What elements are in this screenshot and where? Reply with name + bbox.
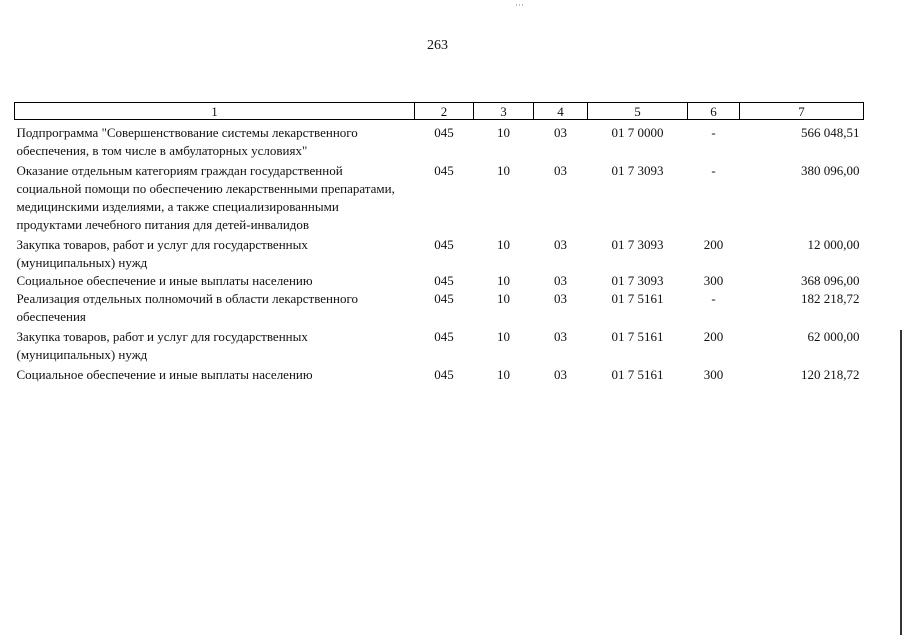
row-target: 01 7 3093 [611, 163, 664, 178]
header-cell: 2 [415, 103, 474, 120]
row-amount: 12 000,00 [807, 237, 860, 252]
header-cell: 7 [740, 103, 864, 120]
table-row [15, 290, 864, 326]
row-expense-type: 200 [703, 237, 724, 252]
budget-table [14, 102, 864, 384]
row-section: 10 [497, 163, 510, 178]
row-subsection: 03 [554, 329, 567, 344]
row-code: 045 [434, 163, 454, 178]
row-target: 01 7 5161 [611, 291, 664, 306]
row-subsection: 03 [554, 367, 567, 382]
table-header-row [15, 103, 864, 120]
table-row [15, 160, 864, 234]
header-cell: 6 [688, 103, 740, 120]
row-section: 10 [497, 273, 510, 288]
row-amount: 120 218,72 [801, 367, 860, 382]
row-section: 10 [497, 367, 510, 382]
row-code: 045 [434, 125, 454, 140]
row-name: Социальное обеспечение и иные выплаты населению [16, 367, 313, 382]
row-amount: 380 096,00 [801, 163, 860, 178]
row-amount: 62 000,00 [807, 329, 860, 344]
row-expense-type: - [711, 125, 716, 140]
row-amount: 566 048,51 [801, 125, 860, 140]
row-name: Закупка товаров, работ и услуг для государственных (муниципальных) нужд [16, 237, 308, 270]
row-subsection: 03 [554, 163, 567, 178]
row-name: Реализация отдельных полномочий в области лекарственного обеспечения [16, 291, 358, 324]
table-row [15, 364, 864, 384]
row-expense-type: - [711, 163, 716, 178]
row-code: 045 [434, 273, 454, 288]
row-section: 10 [497, 237, 510, 252]
table-row [15, 326, 864, 364]
row-section: 10 [497, 329, 510, 344]
row-code: 045 [434, 367, 454, 382]
page-number: 263 [427, 38, 448, 53]
row-subsection: 03 [554, 291, 567, 306]
row-expense-type: 300 [703, 367, 724, 382]
row-name: Оказание отдельным категориям граждан государственной социальной помощи по обеспечению лекарственными препаратами, медицинскими изделиями, а также специализированными продуктами лечебного питания для детей-инвалидов [16, 163, 395, 232]
row-target: 01 7 3093 [611, 273, 664, 288]
row-amount: 182 218,72 [801, 291, 860, 306]
row-target: 01 7 5161 [611, 329, 664, 344]
row-section: 10 [497, 125, 510, 140]
header-cell: 4 [534, 103, 588, 120]
row-amount: 368 096,00 [801, 273, 860, 288]
header-cell: 1 [15, 103, 415, 120]
row-expense-type: - [711, 291, 716, 306]
row-target: 01 7 0000 [611, 125, 664, 140]
row-subsection: 03 [554, 125, 567, 140]
row-subsection: 03 [554, 273, 567, 288]
row-name: Социальное обеспечение и иные выплаты населению [16, 273, 313, 288]
row-code: 045 [434, 237, 454, 252]
row-expense-type: 300 [703, 273, 724, 288]
row-code: 045 [434, 329, 454, 344]
header-cell: 3 [474, 103, 534, 120]
row-name: Подпрограмма "Совершенствование системы лекарственного обеспечения, в том числе в амбулаторных условиях" [16, 125, 358, 158]
row-code: 045 [434, 291, 454, 306]
top-mark: ··· [515, 0, 524, 10]
row-subsection: 03 [554, 237, 567, 252]
row-name: Закупка товаров, работ и услуг для государственных (муниципальных) нужд [16, 329, 308, 362]
row-section: 10 [497, 291, 510, 306]
header-cell: 5 [588, 103, 688, 120]
table-row [15, 234, 864, 272]
row-target: 01 7 5161 [611, 367, 664, 382]
table-row [15, 120, 864, 161]
row-expense-type: 200 [703, 329, 724, 344]
row-target: 01 7 3093 [611, 237, 664, 252]
table-row [15, 272, 864, 290]
page-edge-rule [900, 330, 902, 635]
